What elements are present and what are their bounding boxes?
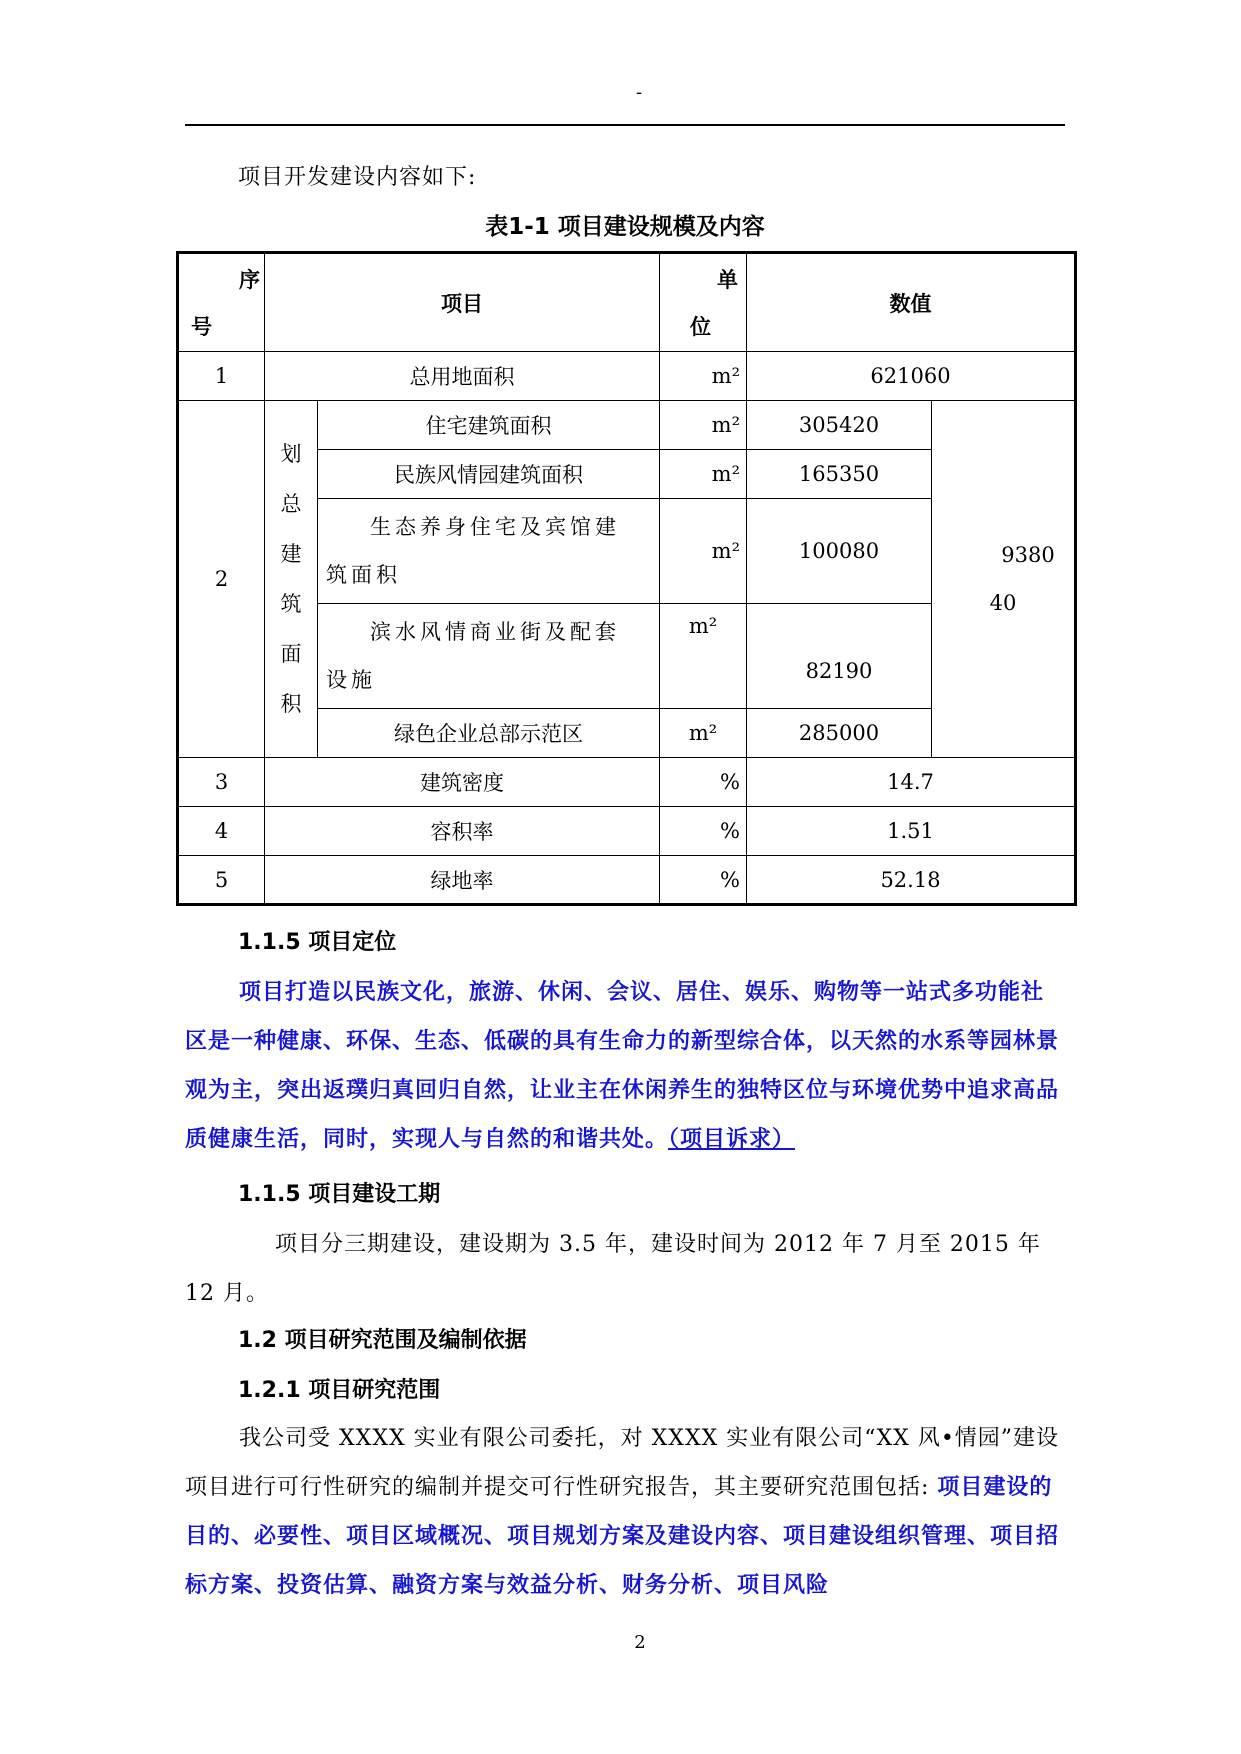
table-row [178,352,1076,401]
sub-value: 82190 [747,604,932,709]
section-heading-scope: 1.2.1 项目研究范围 [238,1378,441,1403]
row-value: 621060 [747,352,1076,401]
row-seq: 1 [178,352,265,401]
sub-item: 滨水风情商业街及配套 设施 [318,604,660,709]
sub-unit: m² [660,499,747,604]
sub-unit: m² [660,604,747,709]
positioning-paragraph: 项目打造以民族文化，旅游、休闲、会议、居住、娱乐、购物等一站式多功能社区是一种健康、环保、生态、低碳的具有生命力的新型综合体，以天然的水系等园林景观为主，突出返璞归真回归自然，让业主在休闲养生的独特区位与环境优势中追求高品质健康生活，同时，实现人与自然的和谐共处。（项目诉求） [185,980,1060,1152]
row-item: 绿地率 [265,856,660,905]
sub-item: 绿色企业总部示范区 [318,709,660,758]
section-heading-schedule: 1.1.5 项目建设工期 [238,1182,441,1207]
header-mark: - [636,82,643,103]
row-unit: % [660,856,747,905]
table-caption: 表1-1 项目建设规模及内容 [485,214,765,240]
row-item: 容积率 [265,807,660,856]
sub-value: 305420 [747,401,932,450]
sub-unit: m² [660,401,747,450]
table-header-row [178,253,1076,352]
project-spec-table [176,251,1077,906]
table-row [178,401,1076,450]
sub-value: 285000 [747,709,932,758]
sub-value: 100080 [747,499,932,604]
row-seq: 4 [178,807,265,856]
row-seq: 2 [178,401,265,758]
row-group-label: 划 总 建 筑 面 积 [265,401,318,758]
sub-item: 生态养身住宅及宾馆建 筑面积 [318,499,660,604]
row-item: 总用地面积 [265,352,660,401]
sub-item: 住宅建筑面积 [318,401,660,450]
sub-value: 165350 [747,450,932,499]
page-number: 2 [634,1632,646,1653]
sub-unit: m² [660,450,747,499]
header-seq: 序 号 [178,253,265,352]
row-value: 14.7 [747,758,1076,807]
section-heading-positioning: 1.1.5 项目定位 [238,930,397,955]
scope-paragraph: 我公司受 XXXX 实业有限公司委托，对 XXXX 实业有限公司“XX 风•情园”建设项目进行可行性研究的编制并提交可行性研究报告，其主要研究范围包括: 项目建设的目的、必要性、项目区域概况、项目规划方案及建设内容、项目建设组织管理、项目招标方案、投资估算、融资方案与效益分析、财务分析、项目风险 [185,1426,1060,1598]
row-seq: 3 [178,758,265,807]
section-heading-scope-main: 1.2 项目研究范围及编制依据 [238,1328,527,1353]
header-item: 项目 [265,253,660,352]
table-row [178,758,1076,807]
sub-unit: m² [660,709,747,758]
row-value: 1.51 [747,807,1076,856]
header-unit: 单 位 [660,253,747,352]
sub-item: 民族风情园建筑面积 [318,450,660,499]
header-rule [185,124,1065,126]
row-unit: % [660,807,747,856]
table-row [178,856,1076,905]
row-value: 52.18 [747,856,1076,905]
schedule-paragraph: 项目分三期建设，建设期为 3.5 年，建设时间为 2012 年 7 月至 2015 年 12 月。 [185,1232,1041,1306]
table-row [178,807,1076,856]
project-appeal-link[interactable]: （项目诉求） [668,1127,796,1152]
row-unit: % [660,758,747,807]
row-total: 9380 40 [932,401,1076,758]
row-item: 建筑密度 [265,758,660,807]
row-seq: 5 [178,856,265,905]
row-unit: m² [660,352,747,401]
intro-text: 项目开发建设内容如下: [238,165,477,190]
header-value: 数值 [747,253,1076,352]
